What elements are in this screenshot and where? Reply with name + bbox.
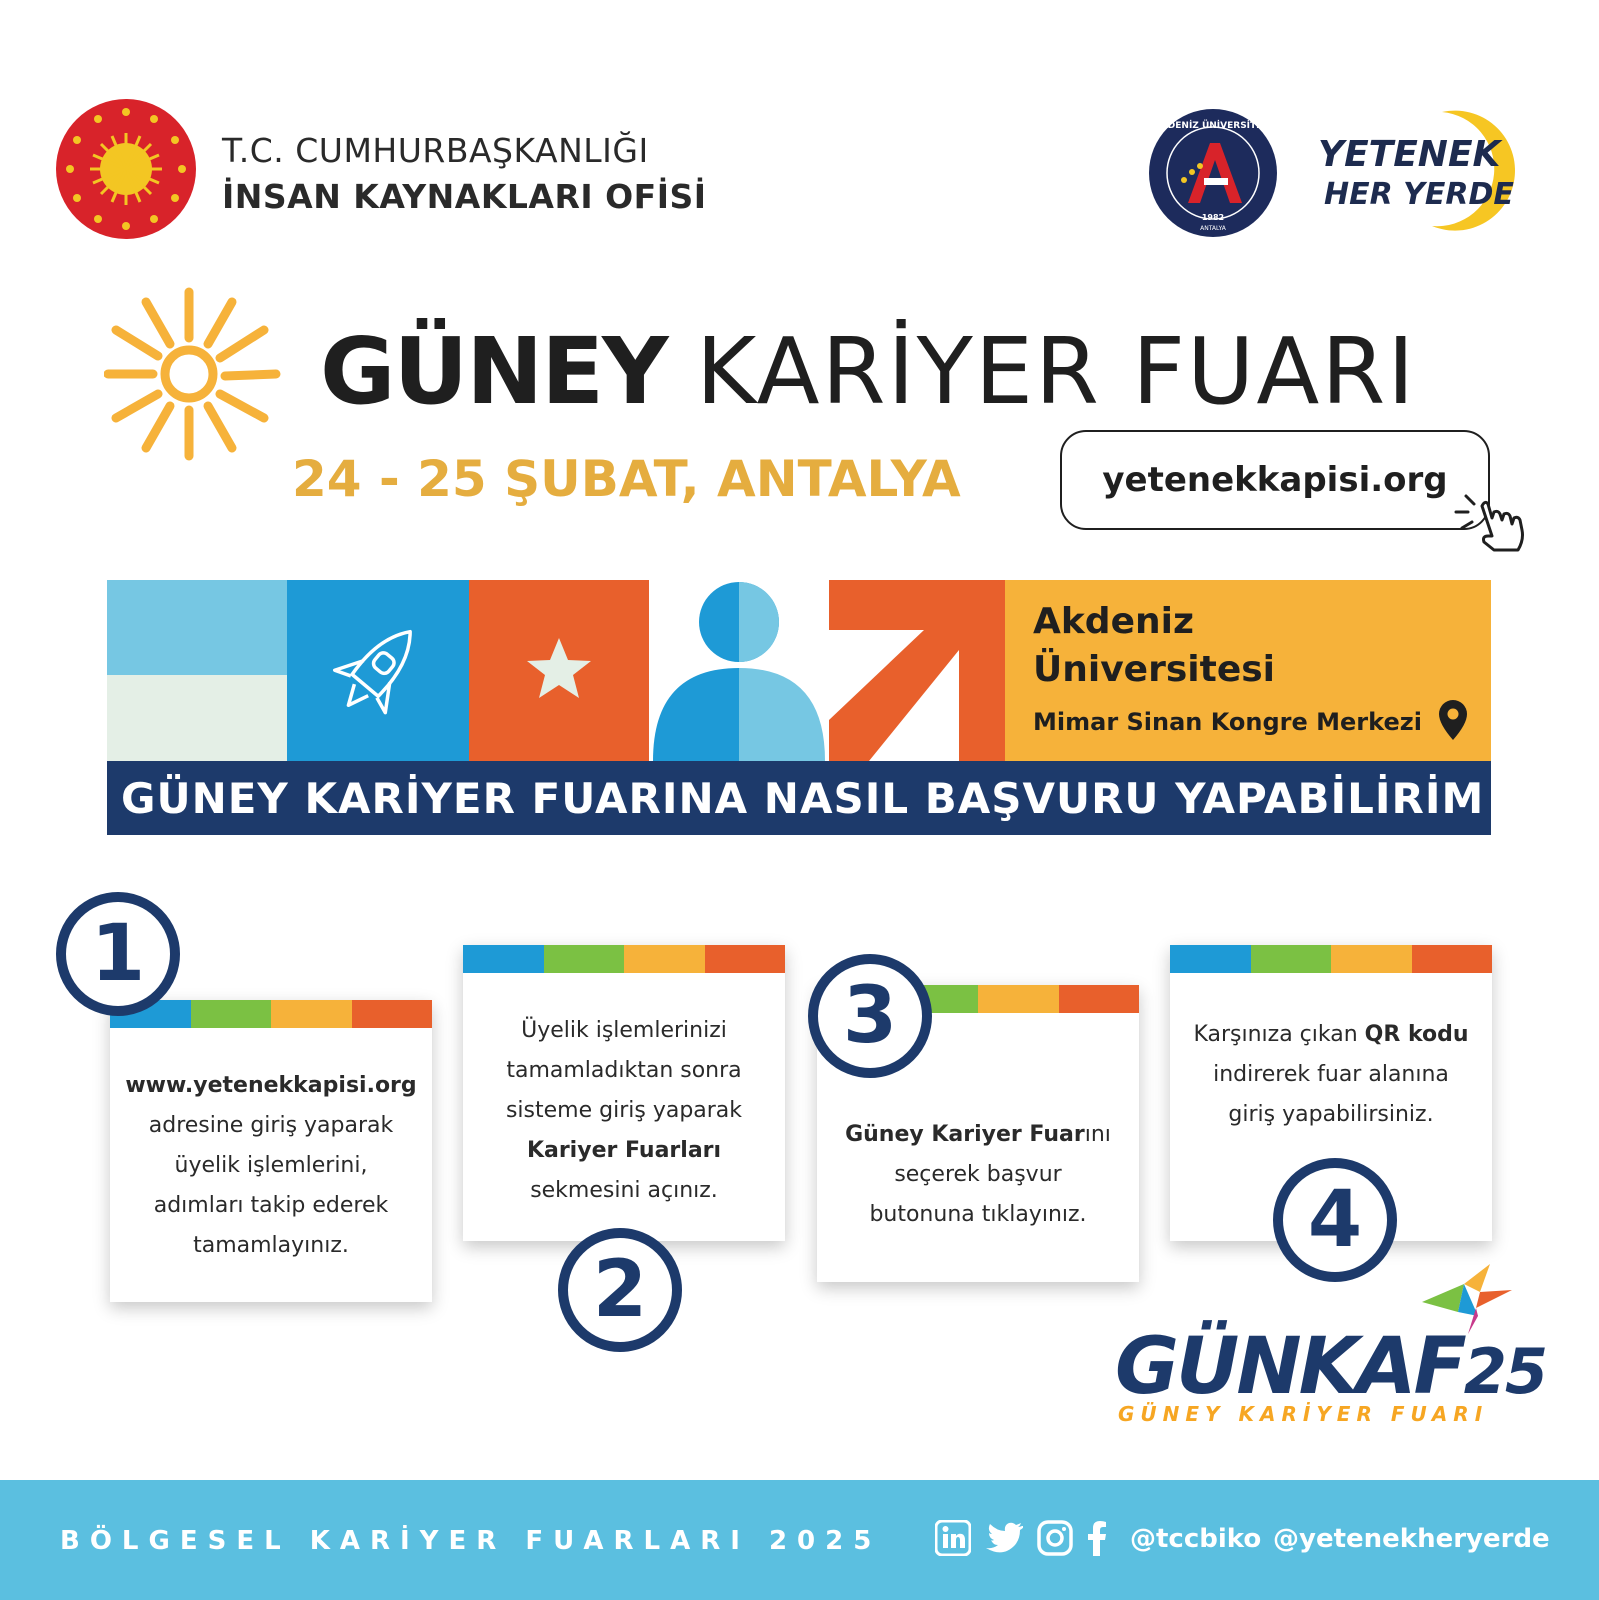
- step-3-line: seçerek başvur: [894, 1162, 1062, 1187]
- yetenek-her-yerde-logo: [1318, 135, 1514, 215]
- event-title-bold: GÜNEY: [320, 318, 667, 425]
- org-line-2: İNSAN KAYNAKLARI OFİSİ: [222, 177, 707, 216]
- pointer-hand-icon: [1452, 488, 1528, 552]
- step-2-tab-name: Kariyer Fuarları: [526, 1138, 722, 1163]
- gunkaf-year: 25: [1463, 1335, 1547, 1408]
- linkedin-icon[interactable]: [935, 1520, 971, 1556]
- event-title-thin: KARİYER FUARI: [695, 318, 1417, 425]
- venue-detail: Mimar Sinan Kongre Merkezi: [1033, 708, 1422, 736]
- venue-address-box: [1005, 580, 1491, 761]
- step-1-line: adımları takip ederek: [153, 1193, 389, 1218]
- step-3-line: butonuna tıklayınız.: [869, 1202, 1087, 1227]
- venue-name-line-2: Üniversitesi: [1033, 649, 1275, 690]
- gunkaf-subtitle: GÜNEY KARİYER FUARI: [1118, 1402, 1489, 1426]
- step-4-qr: QR kodu: [1364, 1022, 1469, 1047]
- banner-tile-star: [469, 580, 649, 761]
- banner-tile-sky: [107, 580, 287, 675]
- step-2-line: Üyelik işlemlerinizi: [521, 1018, 727, 1043]
- step-4-text: [1170, 1015, 1492, 1135]
- step-4-number: 4: [1273, 1158, 1397, 1282]
- footer-tagline: BÖLGESEL KARİYER FUARLARI 2025: [60, 1526, 882, 1556]
- facebook-icon[interactable]: [1087, 1520, 1107, 1556]
- university-logo-name: AKDENİZ ÜNİVERSİTESİ: [1153, 121, 1273, 131]
- map-pin-icon: [1437, 698, 1469, 742]
- step-1-line: tamamlayınız.: [193, 1233, 349, 1258]
- banner-tile-rocket: [287, 580, 469, 761]
- gunkaf-part-2: KAF: [1298, 1322, 1464, 1412]
- color-stripe: [1170, 945, 1492, 973]
- step-4-line: indirerek fuar alanına: [1213, 1062, 1449, 1087]
- handle-tccbiko[interactable]: @tccbiko: [1130, 1524, 1262, 1554]
- person-icon: [649, 580, 829, 761]
- color-stripe: [110, 1000, 432, 1028]
- instagram-icon[interactable]: [1037, 1520, 1073, 1556]
- step-4-line-1: [1170, 1015, 1492, 1055]
- color-stripe: [463, 945, 785, 973]
- sun-icon: [104, 286, 284, 462]
- handle-yetenekheryerde[interactable]: @yetenekheryerde: [1273, 1524, 1550, 1554]
- twitter-icon[interactable]: [985, 1522, 1023, 1554]
- banner-tile-arrow: [829, 580, 1011, 761]
- university-logo-year: 1982: [1201, 213, 1225, 222]
- step-2-text: [463, 1011, 785, 1211]
- step-card-2: [463, 945, 785, 1241]
- step-3-number: 3: [808, 954, 932, 1078]
- step-2-line: tamamladıktan sonra: [506, 1058, 742, 1083]
- step-3-line-1: [817, 1115, 1139, 1155]
- step-2-number: 2: [558, 1228, 682, 1352]
- venue-name-line-1: Akdeniz: [1033, 601, 1194, 642]
- yetenek-line-1: YETENEK: [1318, 134, 1501, 175]
- step-1-line: adresine giriş yaparak: [148, 1113, 394, 1138]
- akdeniz-university-logo: [1148, 108, 1278, 238]
- gunkaf-logo: [1115, 1322, 1546, 1412]
- social-icons: [935, 1520, 1107, 1556]
- step-4-prefix: Karşınıza çıkan: [1193, 1022, 1365, 1047]
- event-title: [320, 318, 1417, 425]
- step-3-suffix: ını: [1084, 1122, 1111, 1147]
- rocket-icon: [287, 580, 469, 761]
- arrow-up-right-icon: [829, 580, 1011, 761]
- yetenek-line-2: HER YERDE: [1324, 177, 1514, 212]
- banner-tile-person: [649, 580, 829, 761]
- step-1-number: 1: [56, 892, 180, 1016]
- venue-name: [1033, 598, 1275, 694]
- event-date-location: 24 - 25 ŞUBAT, ANTALYA: [292, 450, 961, 508]
- step-3-text: [817, 1115, 1139, 1235]
- step-2-line: sekmesini açınız.: [530, 1178, 718, 1203]
- university-logo-city: ANTALYA: [1200, 225, 1226, 232]
- step-1-text: [110, 1066, 432, 1266]
- gunkaf-part-1: GÜN: [1115, 1322, 1299, 1412]
- star-icon: [469, 580, 649, 761]
- application-question-bar: GÜNEY KARİYER FUARINA NASIL BAŞVURU YAPABİLİRİM ?: [107, 761, 1491, 835]
- website-link[interactable]: yetenekkapisi.org: [1060, 430, 1490, 530]
- step-1-line: üyelik işlemlerini,: [174, 1153, 368, 1178]
- footer: [0, 1480, 1599, 1600]
- step-1-url: www.yetenekkapisi.org: [125, 1073, 417, 1098]
- step-4-line: giriş yapabilirsiniz.: [1228, 1102, 1434, 1127]
- step-2-line: sisteme giriş yaparak: [505, 1098, 743, 1123]
- presidency-seal-icon: [55, 98, 197, 240]
- step-card-1: [110, 1000, 432, 1302]
- org-line-1: T.C. CUMHURBAŞKANLIĞI: [222, 131, 649, 170]
- organization-name: [222, 128, 707, 220]
- step-3-event-name: Güney Kariyer Fuar: [845, 1122, 1085, 1147]
